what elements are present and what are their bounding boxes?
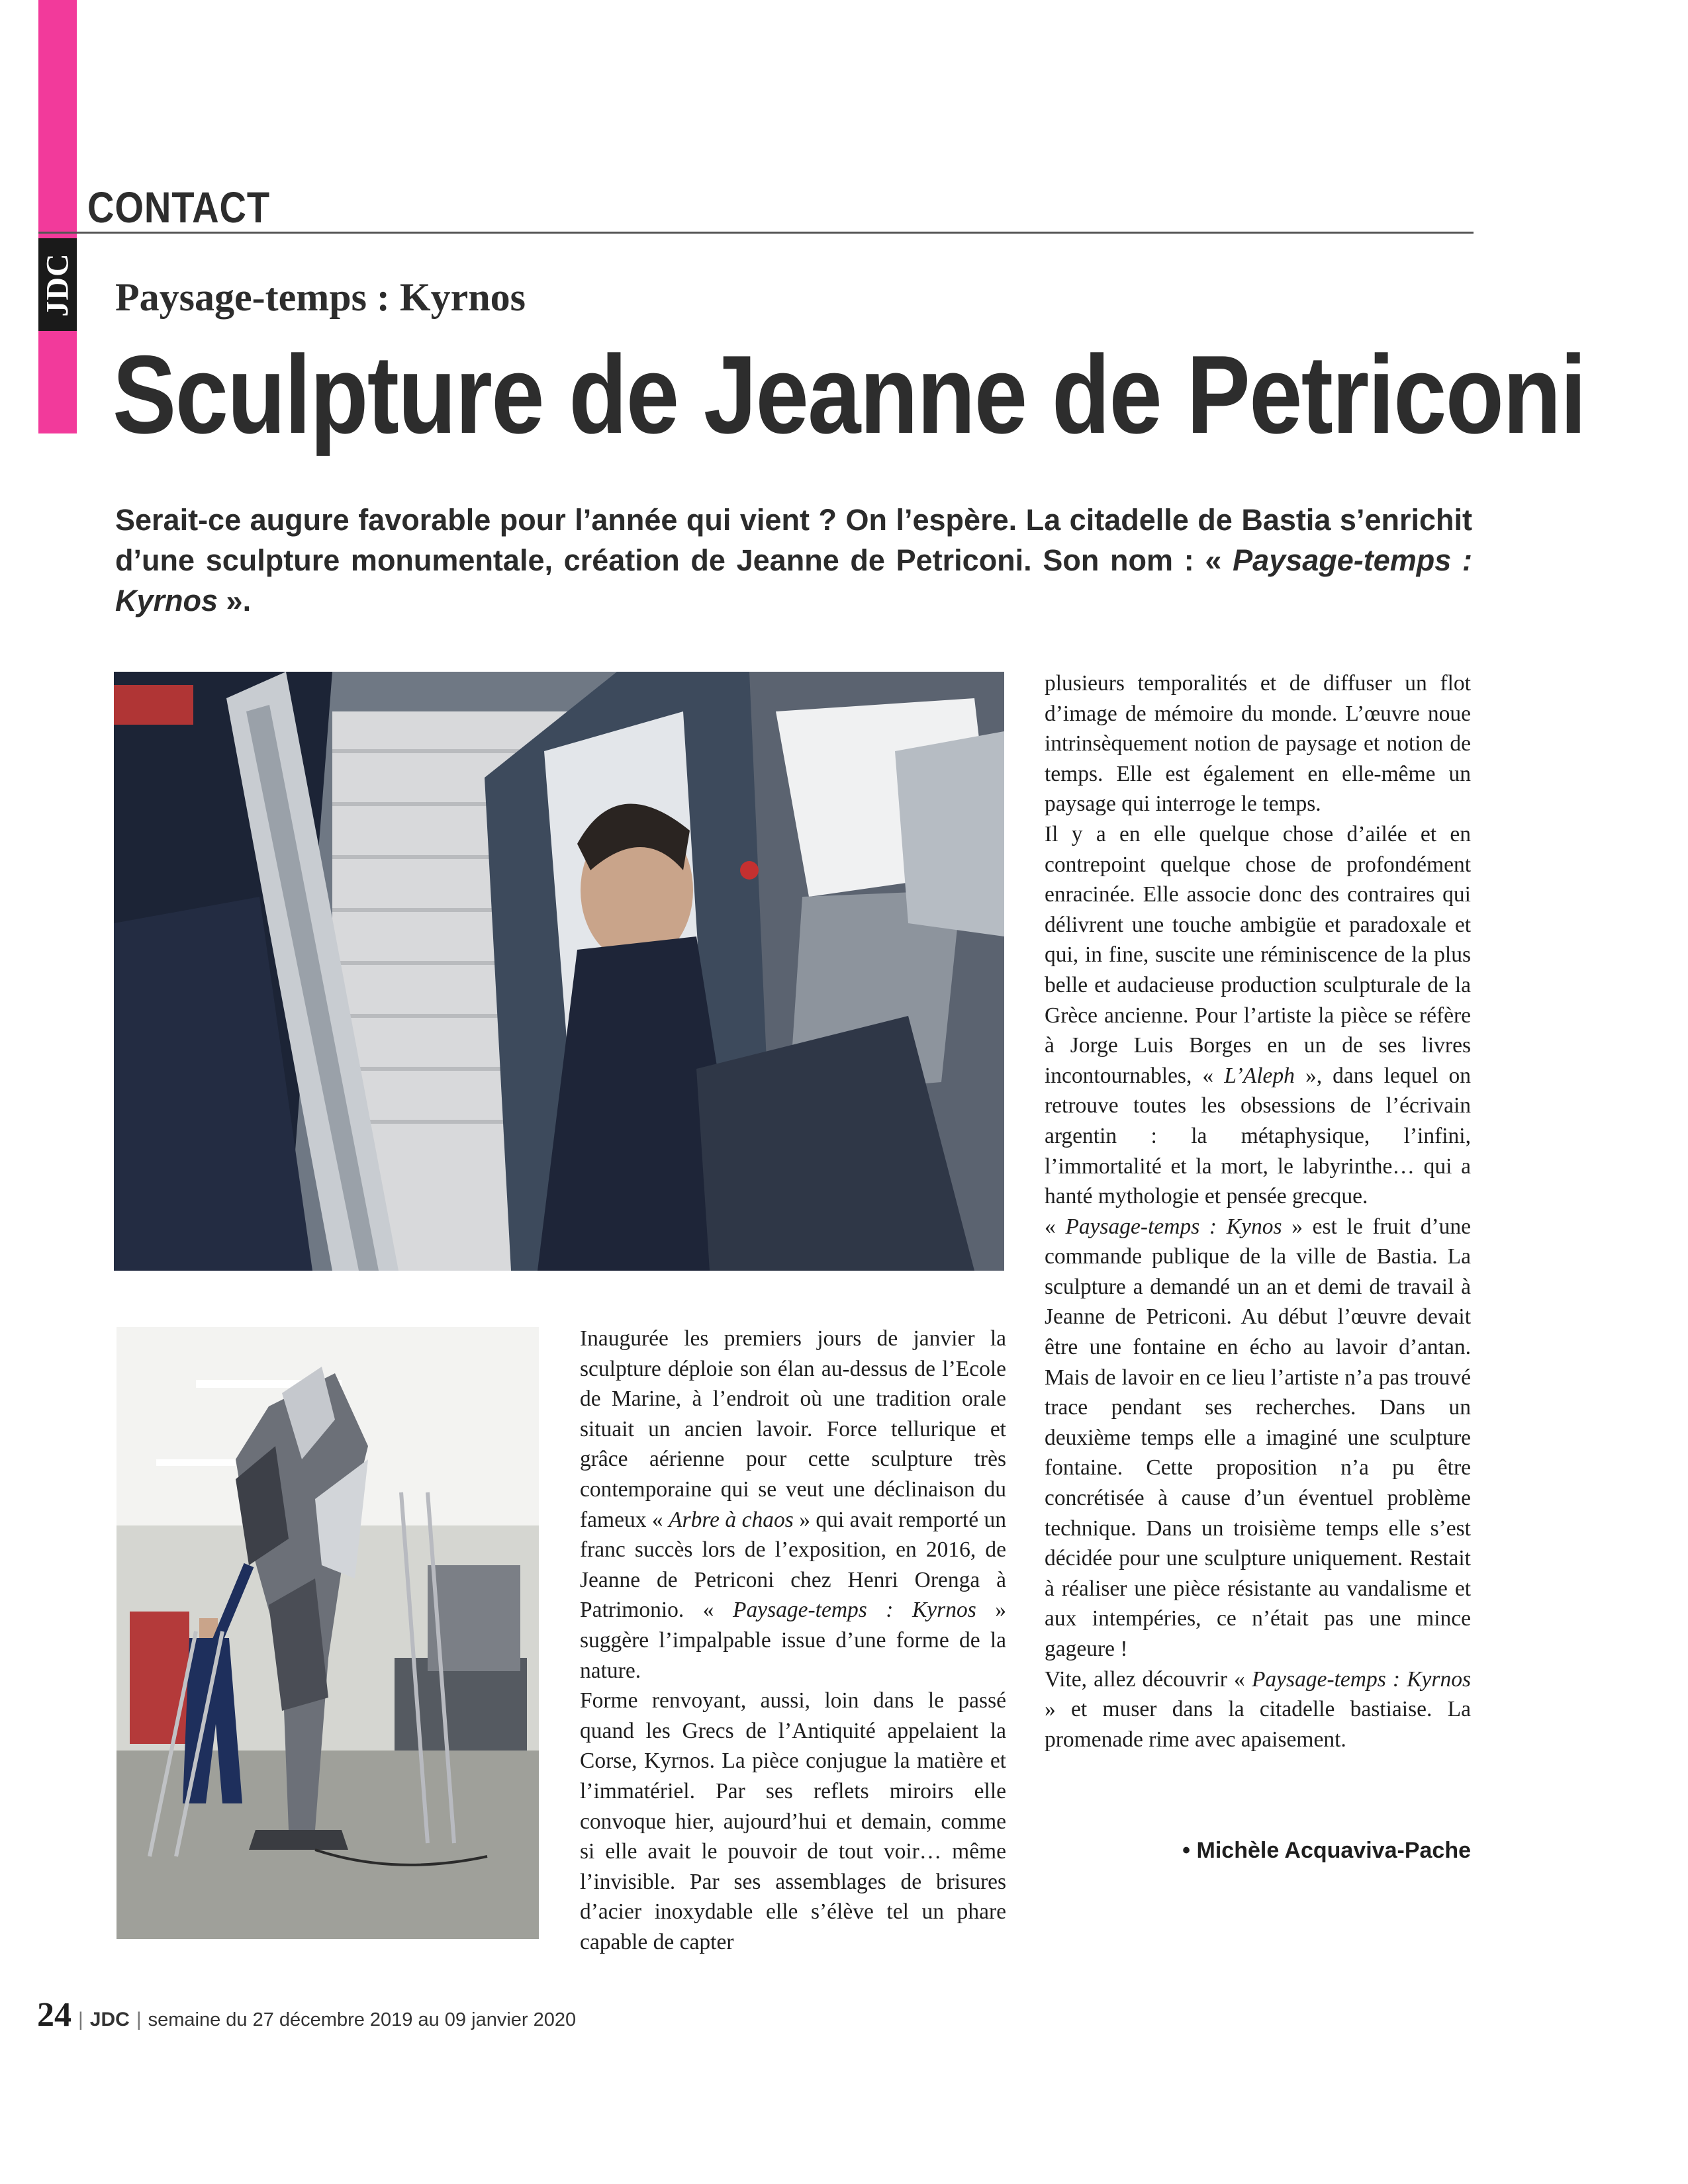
photo-workshop-illustration bbox=[117, 1327, 539, 1939]
text-run: Inaugurée les premiers jours de janvier la sculpture déploie son élan au-dessus de l’Ecole de Marine, à l’endroit où une tradition orale situait un ancien lavoir. Force tellurique et grâce aérienne pour cette sculpture très contemporaine qui se veut une déclinaison du fameux « bbox=[580, 1326, 1006, 1532]
paragraph bbox=[1045, 1664, 1471, 1755]
paragraph bbox=[580, 1324, 1006, 1686]
text-run: » est le fruit d’une commande publique de la ville de Bastia. La sculpture a demandé un an et demi de travail à Jeanne de Petriconi. Au début l’œuvre devait être une fontaine en écho au lavoir d’antan. Mais de lavoir en ce lieu l’artiste n’a pas trouvé trace pendant ses recherches. Dans un deuxième temps elle a imaginé une sculpture fontaine. Cette proposition n’a pu être concrétisée à cause d’un éventuel problème technique. Dans un troisième temps elle s’est décidée pour une sculpture uniquement. Restait à réaliser une pièce résistante au vandalisme et aux intempéries, ce n’était pas une mince gageure ! bbox=[1045, 1214, 1472, 1661]
text-run: Vite, allez découvrir « bbox=[1045, 1666, 1252, 1692]
lead-title-italic: Paysage-temps : Kyrnos bbox=[115, 543, 1472, 617]
footer-separator: | bbox=[136, 2009, 142, 2030]
side-tab bbox=[38, 238, 77, 331]
footer-separator: | bbox=[78, 2009, 83, 2030]
text-run: » et muser dans la citadelle bastiaise. La promenade rime avec apaisement. bbox=[1045, 1697, 1471, 1752]
text-run: » suggère l’impalpable issue d’une forme de la nature. bbox=[580, 1598, 1007, 1683]
text-run: « bbox=[1045, 1214, 1066, 1239]
text-run: », dans lequel on retrouve toutes les obsessions de l’écrivain argentin : la métaphysique, l’infini, l’immortalité et la mort, le labyrinthe… qui a hanté mythologie et pensée grecque. bbox=[1045, 1063, 1471, 1209]
page-footer bbox=[37, 1995, 576, 2034]
text-run: Il y a en elle quelque chose d’ailée et en contrepoint quelque chose de profondément enracinée. Elle associe donc des contraires qui délivrent une touche ambigüe et paradoxale et qui, in fine, suscite une réminiscence de la plus belle et audacieuse production sculpturale de la Grèce ancienne. Pour l’artiste la pièce se réfère à Jorge Luis Borges en un de ses livres incontournables, « bbox=[1045, 821, 1471, 1088]
section-rubric: CONTACT bbox=[87, 183, 271, 232]
italic-title: Paysage-temps : Kyrnos bbox=[1251, 1666, 1471, 1692]
italic-title: Paysage-temps : Kynos bbox=[1065, 1214, 1282, 1239]
paragraph bbox=[1045, 819, 1471, 1212]
article-column-middle bbox=[580, 1324, 1006, 1957]
photo-workshop bbox=[117, 1327, 539, 1939]
paragraph: plusieurs temporalités et de diffuser un flot d’image de mémoire du monde. L’œuvre noue intrinsèquement notion de paysage et notion de temps. Elle est également en elle-même un paysage qui interroge le temps. bbox=[1045, 671, 1471, 817]
lead-text: Serait-ce augure favorable pour l’année qui vient ? On l’espère. La citadelle de Bastia s’enrichit d’une sculpture monumentale, création de Jeanne de Petriconi. Son nom : « bbox=[115, 503, 1472, 577]
article-column-right bbox=[1045, 668, 1471, 1754]
rubric-divider bbox=[38, 232, 1474, 234]
author-signature: • Michèle Acquaviva-Pache bbox=[1182, 1838, 1471, 1863]
photo-artist-reflection bbox=[114, 672, 1004, 1271]
accent-bar bbox=[38, 0, 77, 433]
paragraph bbox=[1045, 1212, 1471, 1664]
article-headline: Sculpture de Jeanne de Petriconi bbox=[113, 332, 1586, 457]
paragraph: Forme renvoyant, aussi, loin dans le passé quand les Grecs de l’Antiquité appelaient la Corse, Kyrnos. La pièce conjugue la matière et l’immatériel. Par ses reflets miroirs elle convoque hier, aujourd’hui et demain, comme si elle avait le pouvoir de tout voir… même l’invisible. Par ses assemblages de brisures d’acier inoxydable elle s’élève tel un phare capable de capter bbox=[580, 1688, 1006, 1954]
article-kicker: Paysage-temps : Kyrnos bbox=[115, 275, 526, 319]
lead-end: ». bbox=[218, 584, 252, 617]
italic-title: L’Aleph bbox=[1224, 1063, 1295, 1088]
publication-name: JDC bbox=[89, 2009, 130, 2030]
text-run: » qui avait remporté un franc succès lors de l’exposition, en 2016, de Jeanne de Petriconi chez Henri Orenga à Patrimonio. « bbox=[580, 1507, 1007, 1623]
page-number: 24 bbox=[37, 1996, 71, 2034]
italic-title: Paysage-temps : Kyrnos bbox=[733, 1598, 976, 1623]
italic-title: Arbre à chaos bbox=[669, 1507, 794, 1532]
article-lead bbox=[115, 500, 1472, 621]
photo-artist-reflection-illustration bbox=[114, 672, 1004, 1271]
side-tab-label: JDC bbox=[40, 252, 75, 317]
issue-date: semaine du 27 décembre 2019 au 09 janvier 2020 bbox=[148, 2009, 577, 2030]
